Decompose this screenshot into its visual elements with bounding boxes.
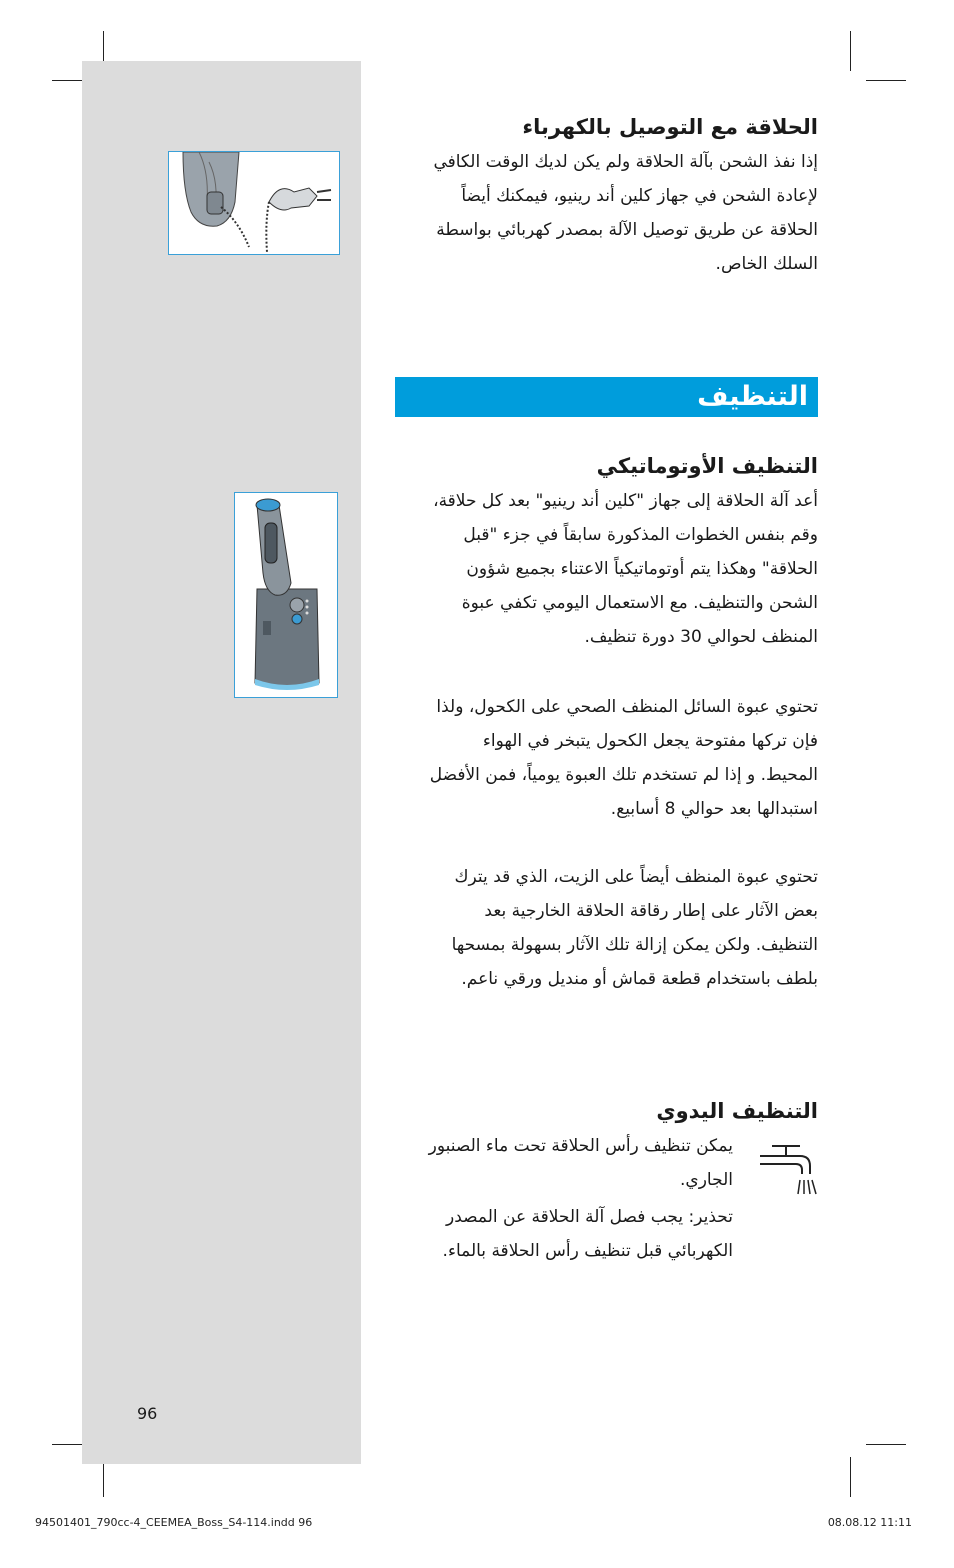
auto-cleaning-paragraph-3 bbox=[388, 860, 818, 996]
text-line: السلك الخاص. bbox=[715, 254, 818, 274]
clean-renew-station-illustration bbox=[234, 492, 338, 698]
text-line: تحتوي عبوة السائل المنظف الصحي على الكحول، ولذا bbox=[436, 697, 818, 717]
text-line: لإعادة الشحن في جهاز كلين أند رينيو، فيمكنك أيضاً bbox=[461, 186, 818, 206]
crop-mark bbox=[866, 80, 906, 81]
auto-cleaning-paragraph-2 bbox=[388, 690, 818, 826]
crop-mark bbox=[850, 1457, 851, 1497]
text-line: بلطف باستخدام قطعة قماش أو منديل ورقي ناعم. bbox=[461, 969, 818, 989]
charging-paragraph bbox=[388, 145, 818, 281]
text-line: بعض الآثار على إطار رقاقة الحلاقة الخارجية بعد bbox=[484, 901, 818, 921]
manual-cleaning-heading: التنظيف اليدوي bbox=[656, 1099, 818, 1123]
text-line: فإن تركها مفتوحة يجعل الكحول يتبخر في الهواء bbox=[482, 731, 818, 751]
text-line: المحيط. و إذا لم تستخدم تلك العبوة يومياً، فمن الأفضل bbox=[429, 765, 818, 785]
text-line: إذا نفذ الشحن بآلة الحلاقة ولم يكن لديك الوقت الكافي bbox=[433, 152, 818, 172]
slug-filename: 94501401_790cc-4_CEEMEA_Boss_S4-114.indd 96 bbox=[35, 1516, 313, 1529]
text-line: الحلاقة" وهكذا يتم أوتوماتيكياً الاعتناء بجميع شؤون bbox=[466, 559, 818, 579]
text-line: تحذير: يجب فصل آلة الحلاقة عن المصدر bbox=[446, 1207, 733, 1227]
crop-mark bbox=[850, 31, 851, 71]
charging-heading: الحلاقة مع التوصيل بالكهرباء bbox=[522, 115, 818, 139]
banner-title: التنظيف bbox=[697, 381, 808, 412]
text-line: يمكن تنظيف رأس الحلاقة تحت ماء الصنبور bbox=[428, 1136, 733, 1156]
text-line: الكهربائي قبل تنظيف رأس الحلاقة بالماء. bbox=[442, 1241, 733, 1261]
water-tap-icon bbox=[760, 1140, 820, 1200]
crop-mark bbox=[866, 1444, 906, 1445]
text-line: الشحن والتنظيف. مع الاستعمال اليومي تكفي عبوة bbox=[461, 593, 818, 613]
text-line: الحلاقة عن طريق توصيل الآلة بمصدر كهربائي بواسطة bbox=[436, 220, 818, 240]
auto-cleaning-heading: التنظيف الأوتوماتيكي bbox=[596, 454, 818, 478]
manual-cleaning-paragraph-1 bbox=[373, 1129, 733, 1197]
sidebar-column bbox=[82, 61, 361, 1464]
text-line: أعد آلة الحلاقة إلى جهاز "كلين أند رينيو" بعد كل حلاقة، bbox=[433, 491, 818, 511]
text-line: وقم بنفس الخطوات المذكورة سابقاً في جزء "قبل bbox=[463, 525, 818, 545]
text-line: استبدالها بعد حوالي 8 أسابيع. bbox=[610, 799, 818, 819]
text-line: الجاري. bbox=[680, 1170, 733, 1190]
shaver-cord-illustration bbox=[168, 151, 340, 255]
page-number: 96 bbox=[137, 1404, 158, 1423]
text-line: التنظيف. ولكن يمكن إزالة تلك الآثار بسهولة بمسحها bbox=[451, 935, 818, 955]
manual-cleaning-warning bbox=[373, 1200, 733, 1268]
auto-cleaning-paragraph-1 bbox=[388, 484, 818, 654]
text-line: المنظف لحوالي 30 دورة تنظيف. bbox=[584, 627, 818, 647]
slug-timestamp: 08.08.12 11:11 bbox=[827, 1516, 912, 1529]
cleaning-section-banner bbox=[395, 377, 818, 417]
text-line: تحتوي عبوة المنظف أيضاً على الزيت، الذي قد يترك bbox=[454, 867, 818, 887]
